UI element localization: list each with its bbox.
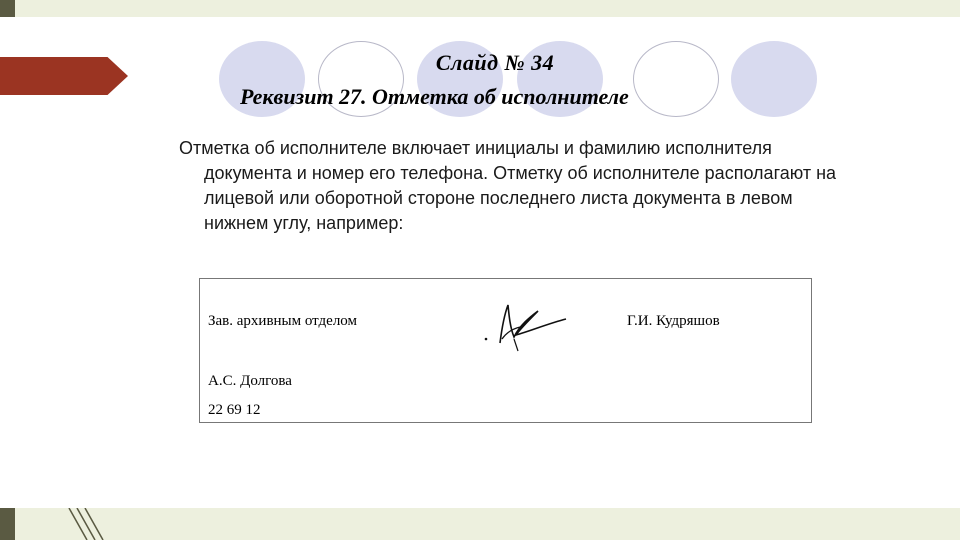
signature-image [478,291,578,359]
bottom-decor-band [0,508,960,540]
sample-signer-name: Г.И. Кудряшов [627,313,720,329]
top-band-marker [0,0,15,17]
executor-name: А.С. Долгова [208,373,292,389]
sample-position-label: Зав. архивным отделом [208,313,358,329]
slide-title: Реквизит 27. Отметка об исполнителе [240,84,629,109]
executor-phone: 22 69 12 [208,402,261,418]
sample-document-box [199,278,812,423]
bottom-band-marker [0,508,15,540]
body-paragraph: Отметка об исполнителе включает инициалы и фамилию исполнителя документа и номер его телефона. Отметку об исполнителе располагают на лицевой или оборотной стороне последнего листа документа в левом нижнем углу, например: [179,138,837,233]
slide-number: Слайд № 34 [435,50,555,75]
top-decor-band [0,0,960,17]
bottom-stripes-decor [65,508,125,540]
